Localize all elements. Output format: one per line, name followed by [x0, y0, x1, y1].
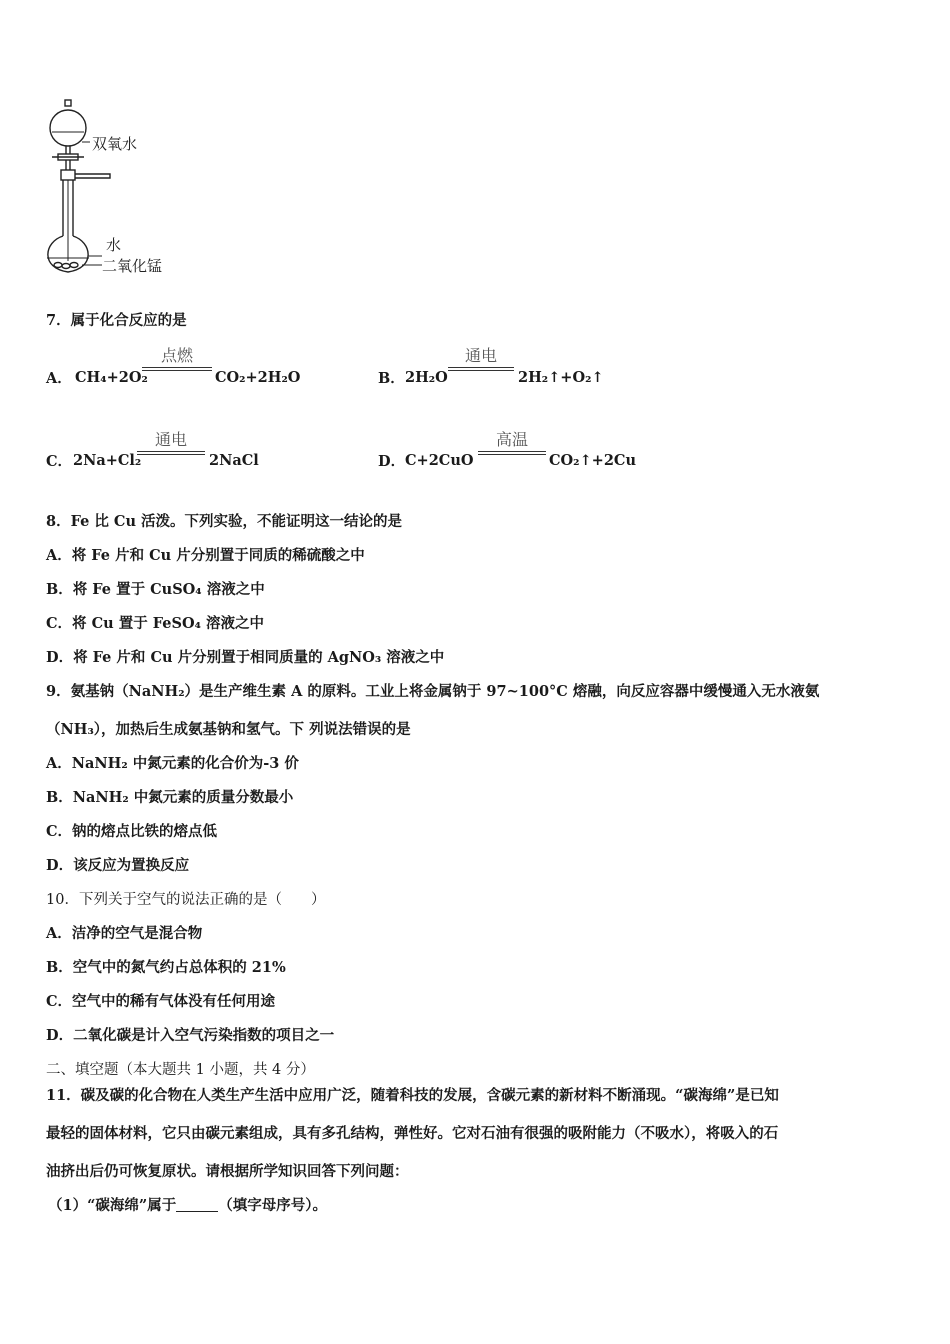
q11-line3: 油挤出后仍可恢复原状。请根据所学知识回答下列问题：: [46, 1163, 409, 1180]
q7-c-condition: [137, 427, 205, 467]
q7-a-letter: A．: [46, 370, 72, 387]
q7-b-letter: B．: [378, 370, 405, 387]
q10-option-d: D．二氧化碳是计入空气污染指数的项目之一: [46, 1027, 335, 1044]
q7-a-condition: [142, 343, 212, 383]
q7-stem: 7．属于化合反应的是: [46, 312, 187, 329]
q7-c-letter: C．: [46, 453, 73, 470]
q11-sub1-prefix: （1）“碳海绵”属于: [48, 1197, 177, 1214]
q8-option-d: D．将 Fe 片和 Cu 片分别置于相同质量的 AgNO₃ 溶液之中: [46, 649, 445, 666]
q10-option-a: A．洁净的空气是混合物: [46, 925, 203, 942]
q7-b-condition: [448, 343, 514, 383]
q7-c-condition-text: 通电: [154, 430, 187, 449]
q8-option-c: C．将 Cu 置于 FeSO₄ 溶液之中: [46, 615, 264, 632]
q7-d-condition: [478, 427, 546, 467]
q7-b-right: 2H₂↑+O₂↑: [518, 369, 604, 386]
q9-option-d: D．该反应为置换反应: [46, 857, 190, 874]
q11-sub1: [48, 1196, 327, 1216]
q7-b-left: 2H₂O: [405, 369, 448, 386]
q7-c-right: 2NaCl: [209, 452, 259, 469]
label-manganese-dioxide: 二氧化锰: [102, 257, 163, 275]
q11-sub1-answer-blank[interactable]: [176, 1197, 218, 1212]
q9-option-a: A．NaNH₂ 中氮元素的化合价为-3 价: [46, 755, 299, 772]
section-2-title: 二、填空题（本大题共 1 小题，共 4 分）: [46, 1062, 315, 1078]
q10-option-c: C．空气中的稀有气体没有任何用途: [46, 993, 276, 1010]
q11-line2: 最轻的固体材料，它只由碳元素组成，具有多孔结构，弹性好。它对石油有很强的吸附能力（不吸水），将吸入的石: [46, 1125, 779, 1142]
q9-stem-line1: 9．氨基钠（NaNH₂）是生产维生素 A 的原料。工业上将金属钠于 97~100°C 熔融，向反应容器中缓慢通入无水液氨: [46, 683, 820, 700]
q11-sub1-suffix: （填字母序号）。: [218, 1197, 328, 1214]
q7-b-condition-text: 通电: [464, 346, 497, 365]
q8-option-a: A．将 Fe 片和 Cu 片分别置于同质的稀硫酸之中: [46, 547, 365, 564]
q7-d-condition-text: 高温: [495, 430, 528, 449]
q11-line1: 11．碳及碳的化合物在人类生产生活中应用广泛，随着科技的发展，含碳元素的新材料不断涌现。“碳海绵”是已知: [46, 1087, 779, 1104]
q7-a-left: CH₄+2O₂: [75, 369, 148, 386]
q9-option-c: C．钠的熔点比铁的熔点低: [46, 823, 218, 840]
q7-a-right: CO₂+2H₂O: [215, 369, 301, 386]
q7-a-condition-text: 点燃: [160, 346, 193, 365]
label-hydrogen-peroxide: 双氧水: [92, 135, 138, 153]
q8-option-b: B．将 Fe 置于 CuSO₄ 溶液之中: [46, 581, 265, 598]
q7-d-letter: D．: [378, 453, 406, 470]
q10-stem: 10．下列关于空气的说法正确的是（ ）: [46, 892, 326, 908]
apparatus-figure: [38, 96, 188, 278]
label-water: 水: [106, 236, 122, 254]
q7-d-left: C+2CuO: [405, 452, 474, 469]
q7-c-left: 2Na+Cl₂: [73, 452, 142, 469]
q9-option-b: B．NaNH₂ 中氮元素的质量分数最小: [46, 789, 294, 806]
q7-d-right: CO₂↑+2Cu: [549, 452, 636, 469]
q10-option-b: B．空气中的氮气约占总体积的 21%: [46, 959, 286, 976]
q9-stem-line2: （NH₃），加热后生成氨基钠和氢气。下 列说法错误的是: [46, 721, 411, 738]
q8-stem: 8．Fe 比 Cu 活泼。下列实验，不能证明这一结论的是: [46, 513, 403, 530]
